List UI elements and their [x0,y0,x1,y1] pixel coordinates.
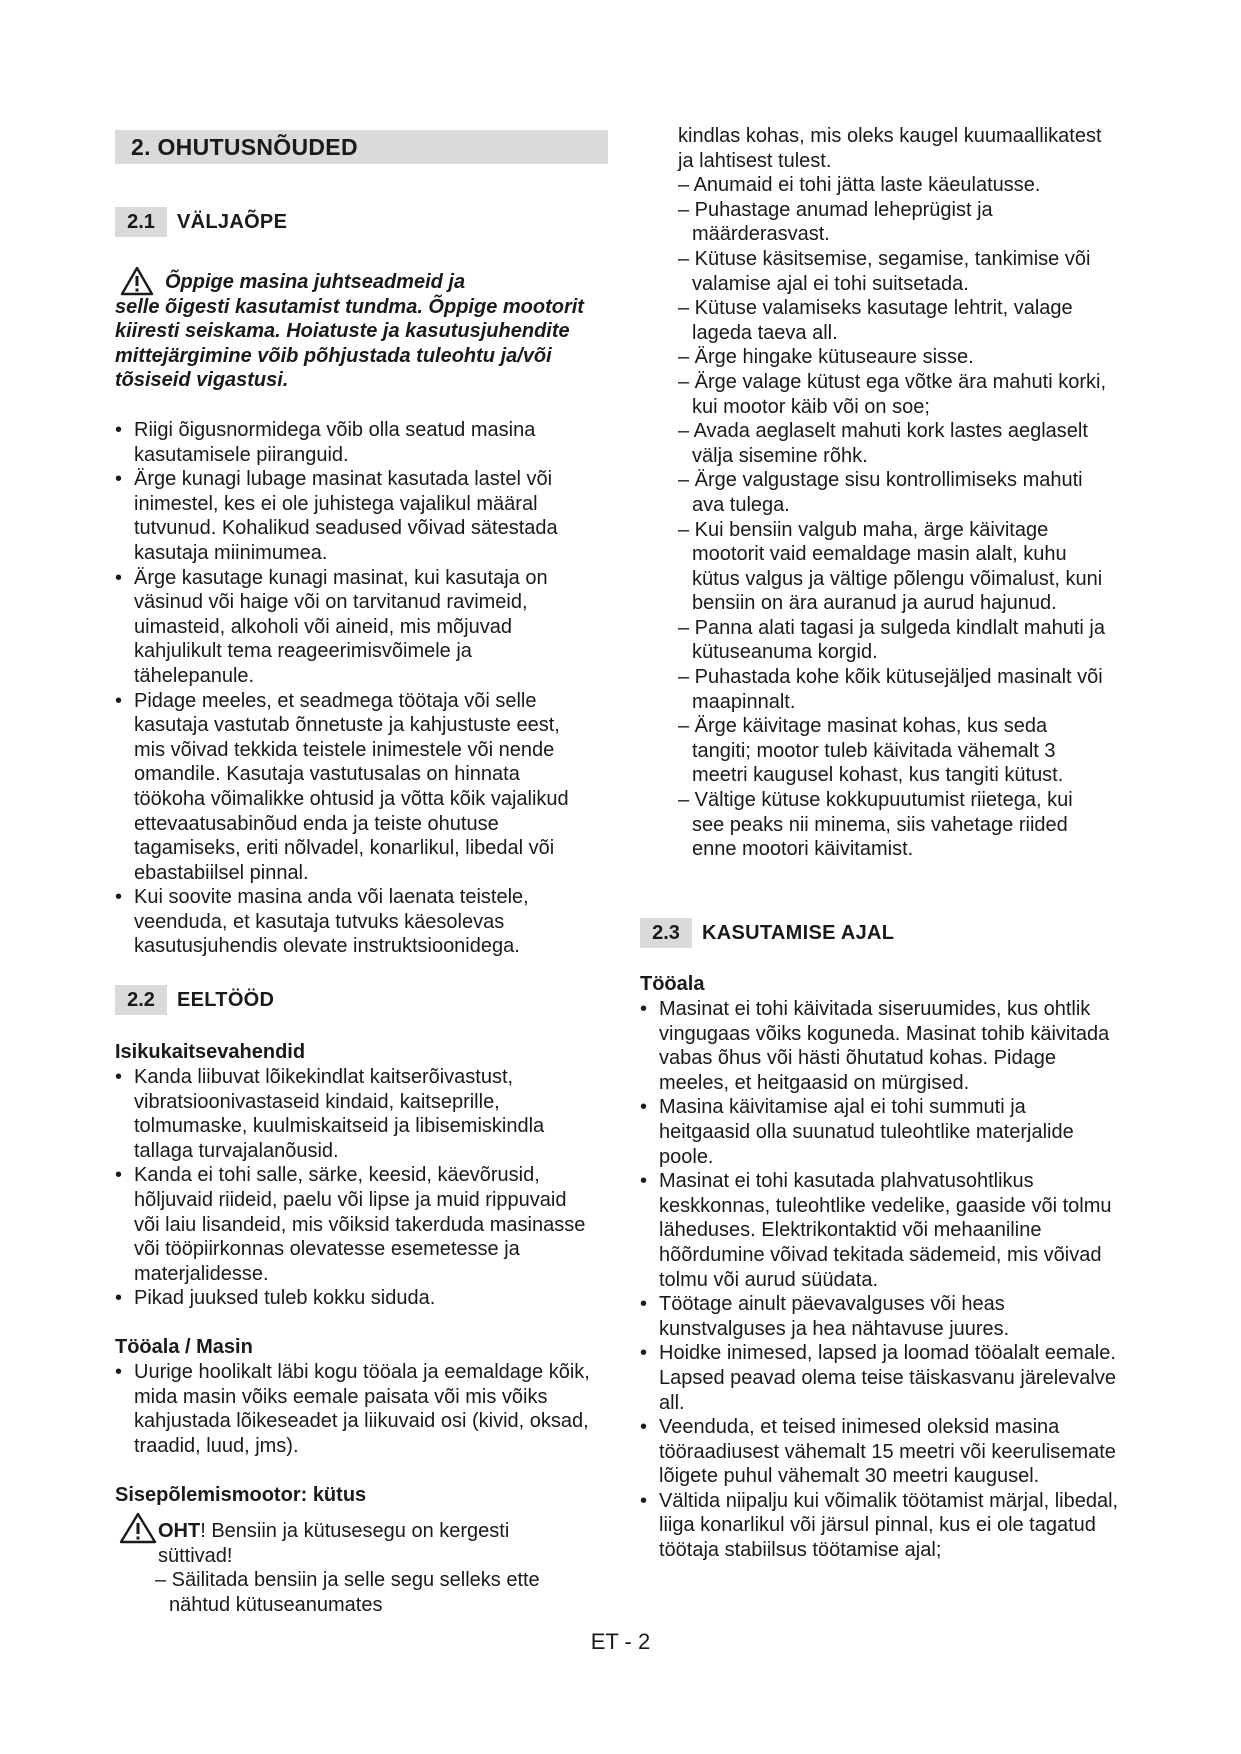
list-item: • Masinat ei tohi kasutada plahvatusohtlikus keskkonnas, tuleohtlike vedelike, gaaside või tolmu läheduses. Elektrikontaktid või mehaaniline hõõrdumine võivad tekitada sädemeid, mis võivad tolmu või aurud süüdata. [640,1169,1120,1292]
fuel-warning-text [158,1519,558,1568]
workarea-bullet-list [640,997,1120,1563]
list-item: – Ärge hingake kütuseaure sisse. [678,346,974,369]
list-item: – Anumaid ei tohi jätta laste käeulatusse. [678,174,1041,197]
oht-label: OHT [158,1520,201,1542]
list-item: • Ärge kasutage kunagi masinat, kui kasutaja on väsinud või haige või on tarvitanud ravimeid, uimasteid, alkoholi või aineid, mis mõjuvad kahjulikult tema reageerimisvõimele ja tähelepanule. [115,566,585,689]
list-item: • Masina käivitamise ajal ei tohi summuti ja heitgaasid olla suunatud tuleohtlike materjalide poole. [640,1095,1120,1169]
subsection-title: VÄLJAÕPE [177,211,288,233]
list-item: • Veenduda, et teised inimesed oleksid masina tööraadiusest vähemalt 15 meetri või keerulisemate lõigete puhul vähemalt 30 meetri kaugusel. [640,1415,1120,1489]
list-item: – Puhastada kohe kõik kütusejäljed masinalt või maapinnalt. [678,666,1103,713]
list-item: – Kui bensiin valgub maha, ärge käivitage mootorit vaid eemaldage masin alalt, kuhu kütus valgus ja vältige põlengu võimalust, kuni bensiin on ära auranud ja aurud hajunud. [678,518,1103,615]
oht-text: ! Bensiin ja kütusesegu on kergesti süttivad! [158,1520,510,1567]
list-item: – Kütuse käsitsemise, segamise, tankimise või valamise ajal ei tohi suitsetada. [678,247,1091,295]
subsection-heading-2-3 [640,918,894,948]
list-item: – Ärge valgustage sisu kontrollimiseks mahuti ava tulega. [678,469,1083,516]
list-item: • Vältida niipalju kui võimalik töötamist märjal, libedal, liiga konarlikul või järsul pinnal, kus ei ole tagatud töötaja stabiilsus töötamise ajal; [640,1489,1120,1563]
subsection-heading-2-2 [115,985,274,1015]
subsection-number: 2.2 [115,985,167,1015]
subsection-number: 2.3 [640,918,692,948]
workarea-machine-bullet-list [115,1360,595,1458]
fuel-dash-item: – Säilitada bensiin ja selle segu selleks ette nähtud kütuseanumates [155,1569,540,1616]
warning-line1: Õppige masina juhtseadmeid ja [165,271,466,293]
list-item: • Pidage meeles, et seadmega töötaja või selle kasutaja vastutab õnnetuste ja kahjustuste eest, mis võivad tekkida teistele inimestele või nende omandile. Kasutaja vastutusalas on hinnata töökoha võimalikke ohtusid ja võtta kõik vajalikud ettevaatusabinõud enda ja teiste ohutuse tagamiseks, eriti nõlvadel, konarlikul, libedal või ebastabiilsel pinnal. [115,689,585,886]
list-item: • Kanda ei tohi salle, särke, keesid, käevõrusid, hõljuvaid riideid, paelu või lipse ja muid rippuvaid või laiu lisandeid, mis võiksid takerduda masinasse või tööpiirkonnas olevatesse esemetesse ja materjalidesse. [115,1163,595,1286]
workarea-machine-heading: Tööala / Masin [115,1336,253,1358]
list-item: – Panna alati tagasi ja sulgeda kindlalt mahuti ja kütuseanuma korgid. [678,616,1105,664]
list-item: • Hoidke inimesed, lapsed ja loomad tööalalt eemale. Lapsed peavad olema teise täiskasvanu järelevalve all. [640,1341,1120,1415]
fuel-heading: Sisepõlemismootor: kütus [115,1484,367,1506]
list-item: – Avada aeglaselt mahuti kork lastes aeglaselt välja sisemine rõhk. [678,420,1088,467]
list-item: • Uurige hoolikalt läbi kogu tööala ja eemaldage kõik, mida masin võiks eemale paisata või mis võiks kahjustada lõikeseadet ja liikuvaid osi (kivid, oksad, traadid, luud, jms). [115,1360,595,1458]
subsection-title: EELTÖÖD [177,989,275,1011]
subsection-title: KASUTAMISE AJAL [702,922,895,944]
list-item: • Ärge kunagi lubage masinat kasutada lastel või inimestel, kes ei ole juhistega vajalikul määral tutvunud. Kohalikud seadused võivad sätestada kasutaja miinimumea. [115,467,585,565]
list-item: kindlas kohas, mis oleks kaugel kuumaallikatest ja lahtisest tulest. [678,125,1102,172]
list-item: – Puhastage anumad leheprügist ja määrderasvast. [678,198,993,246]
subsection-number: 2.1 [115,207,167,237]
workarea-heading: Tööala [640,973,705,995]
list-item: – Vältige kütuse kokkupuutumist riietega, kui see peaks nii minema, siis vahetage riided enne mootori käivitamist. [678,789,1073,861]
warning-rest: selle õigesti kasutamist tundma. Õppige mootorit kiiresti seiskama. Hoiatuste ja kasutusjuhendite mittejärgimine võib põhjustada tuleohtu ja/või tõsiseid vigastusi. [115,295,584,392]
section-title: 2. OHUTUSNÕUDED [131,134,358,160]
warning-triangle-icon [118,1512,158,1544]
list-item: – Ärge valage kütust ega võtke ära mahuti korki, kui mootor käib või on soe; [678,370,1107,418]
ppe-bullet-list [115,1065,595,1311]
ppe-heading: Isikukaitsevahendid [115,1041,306,1063]
list-item: • Riigi õigusnormidega võib olla seatud masina kasutamisele piiranguid. [115,418,585,467]
s21-bullet-list [115,418,585,959]
subsection-heading-2-1 [115,207,287,237]
list-item: – Ärge käivitage masinat kohas, kus seda tangiti; mootor tuleb käivitada vähemalt 3 meetri kaugusel kohast, kus tangiti kütust. [678,715,1064,787]
list-item: • Pikad juuksed tuleb kokku siduda. [115,1286,595,1311]
right-column-fuel-list [678,124,1108,862]
list-item: • Töötage ainult päevavalguses või heas kunstvalguses ja hea nähtavuse juures. [640,1292,1120,1341]
warning-text [115,270,605,393]
list-item: – Kütuse valamiseks kasutage lehtrit, valage lageda taeva all. [678,297,1073,344]
list-item: • Kui soovite masina anda või laenata teistele, veenduda, et kasutaja tutvuks käesolevas kasutusjuhendis olevate instruktsioonidega. [115,885,585,959]
section-heading [115,130,608,164]
list-item: • Kanda liibuvat lõikekindlat kaitserõivastust, vibratsioonivastaseid kindaid, kaitseprille, tolmumaske, kuulmiskaitseid ja libisemiskindla tallaga turvajalanõusid. [115,1065,595,1163]
page-number: ET - 2 [590,1629,651,1654]
list-item: • Masinat ei tohi käivitada siseruumides, kus ohtlik vingugaas võiks koguneda. Masinat tohib käivitada vabas õhus või hästi õhutatud kohas. Pidage meeles, et heitgaasid on mürgised. [640,997,1120,1095]
